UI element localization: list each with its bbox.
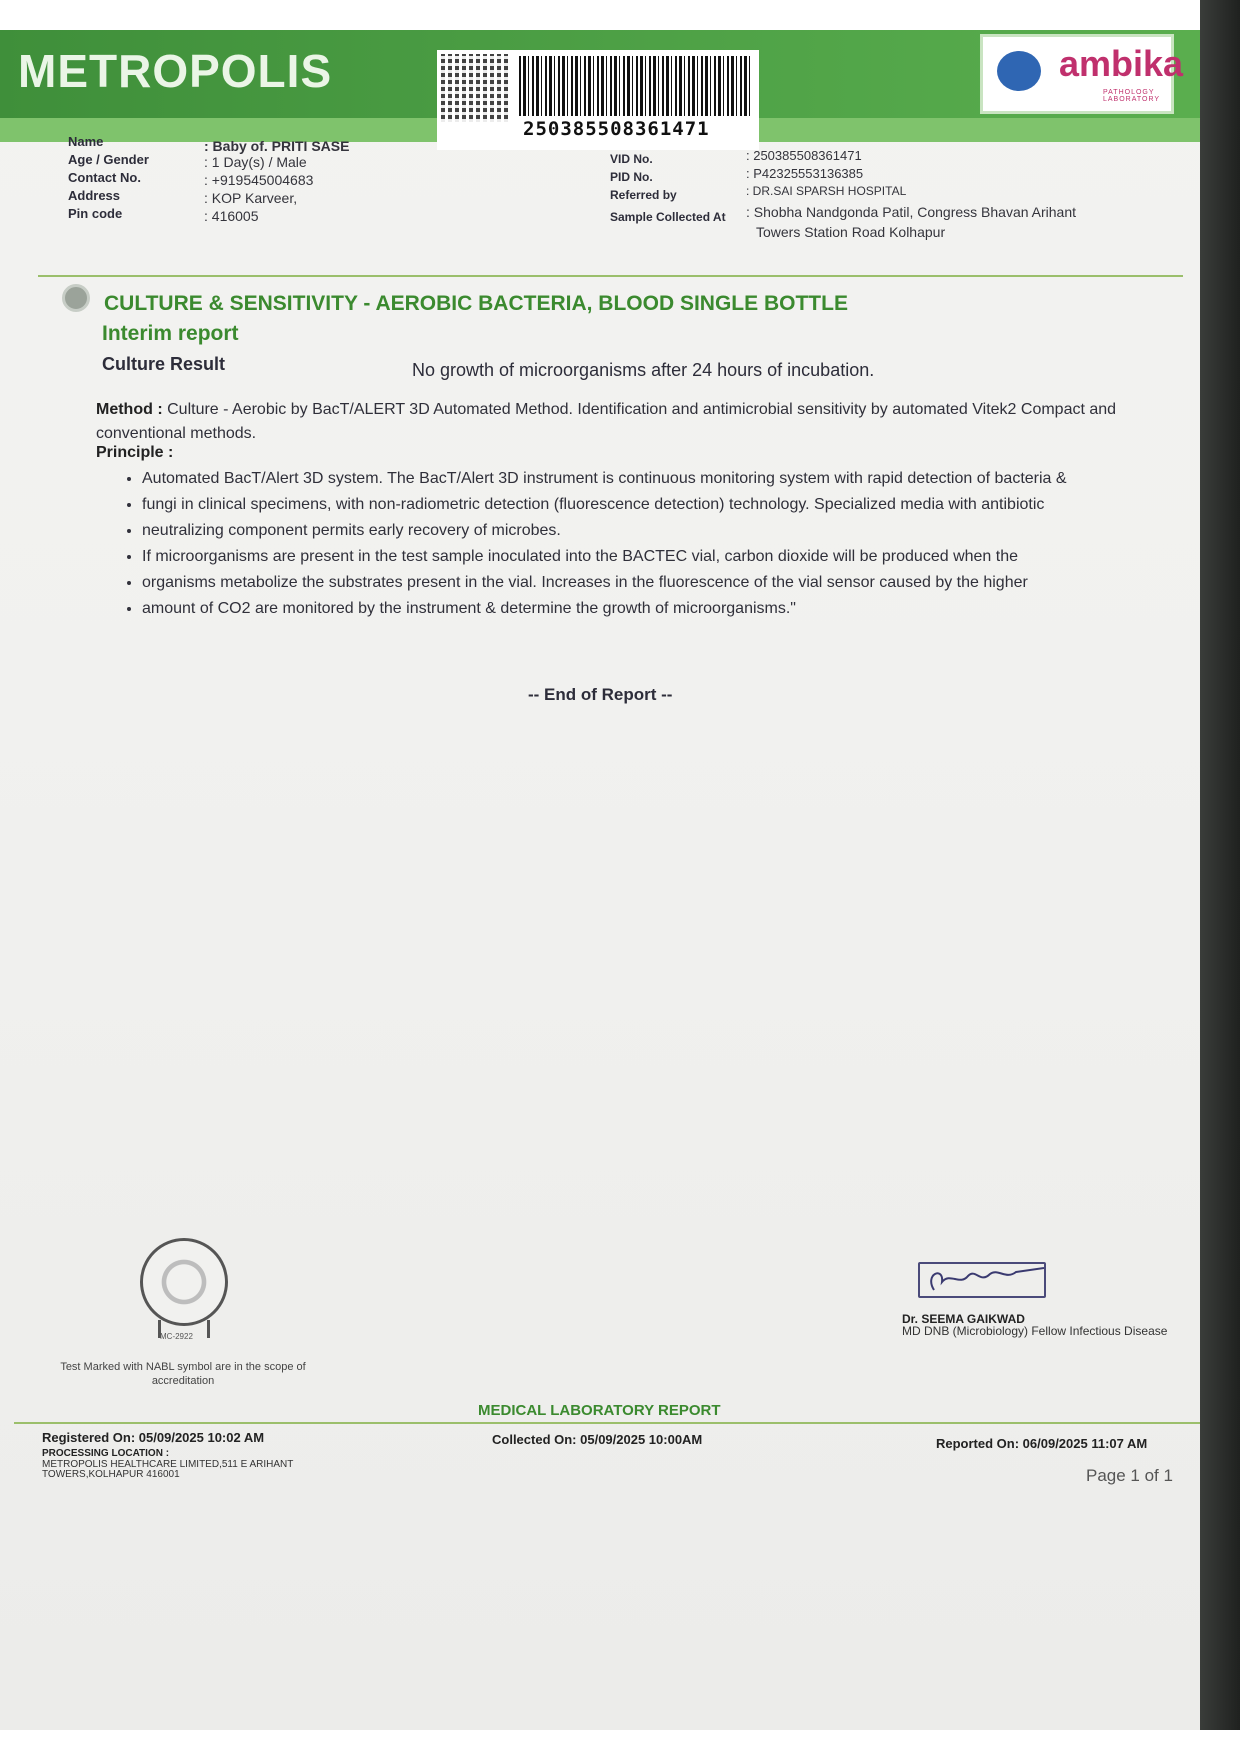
method-paragraph xyxy=(96,398,1136,446)
referred-by-value: : DR.SAI SPARSH HOSPITAL xyxy=(746,184,907,198)
collected-on: Collected On: 05/09/2025 10:00AM xyxy=(492,1432,703,1447)
patient-pincode: : 416005 xyxy=(204,208,259,224)
method-text: Culture - Aerobic by BacT/ALERT 3D Automated Method. Identification and antimicrobial sensitivity by automated Vitek2 Compact and conventional methods. xyxy=(96,401,1117,442)
page-number: Page 1 of 1 xyxy=(1086,1466,1173,1485)
barcode-panel xyxy=(437,50,759,150)
sample-collected-line2: Towers Station Road Kolhapur xyxy=(756,224,946,240)
culture-result-label: Culture Result xyxy=(102,354,226,374)
registered-on: Registered On: 05/09/2025 10:02 AM xyxy=(42,1430,265,1445)
test-title: CULTURE & SENSITIVITY - AEROBIC BACTERIA, BLOOD SINGLE BOTTLE xyxy=(104,292,848,315)
age-gender-label: Age / Gender xyxy=(68,152,149,167)
name-label: Name xyxy=(68,134,104,149)
dark-background-edge xyxy=(1200,0,1240,1755)
signature-icon xyxy=(918,1262,1046,1298)
processing-location-label: PROCESSING LOCATION : xyxy=(42,1448,170,1459)
list-item: • fungi in clinical specimens, with non-radiometric detection (fluorescence detection) technology. Specialized media with antibiotic xyxy=(142,494,1162,516)
nabl-note: Test Marked with NABL symbol are in the scope of accreditation xyxy=(60,1361,306,1387)
partner-subtitle: PATHOLOGY LABORATORY xyxy=(1103,89,1161,103)
report-sheet xyxy=(0,30,1200,1730)
processing-location-value: METROPOLIS HEALTHCARE LIMITED,511 E ARIHANT TOWERS,KOLHAPUR 416001 xyxy=(42,1459,294,1480)
footer-divider xyxy=(14,1422,1200,1424)
partner-emblem-icon xyxy=(997,51,1041,91)
method-label: Method : xyxy=(96,401,163,418)
barcode-icon xyxy=(519,56,751,116)
nabl-seal-icon xyxy=(140,1238,228,1326)
sample-collected-line1: : Shobha Nandgonda Patil, Congress Bhavan Arihant xyxy=(746,204,1077,220)
section-divider xyxy=(38,275,1183,277)
doctor-name: Dr. SEEMA GAIKWAD xyxy=(902,1312,1025,1326)
footer-title: MEDICAL LABORATORY REPORT xyxy=(478,1402,721,1419)
qr-code-icon xyxy=(441,54,509,122)
sample-collected-label: Sample Collected At xyxy=(610,210,726,224)
test-icon xyxy=(62,284,90,312)
brand-logo: METROPOLIS xyxy=(18,45,333,97)
culture-result-value: No growth of microorganisms after 24 hours of incubation. xyxy=(412,360,875,380)
partner-name: ambika xyxy=(1059,43,1184,84)
bottom-margin xyxy=(0,1730,1240,1755)
top-margin xyxy=(0,0,1240,30)
reported-on: Reported On: 06/09/2025 11:07 AM xyxy=(936,1436,1148,1451)
partner-logo xyxy=(980,34,1184,114)
pid-number: : P42325553136385 xyxy=(746,166,864,181)
patient-contact: : +919545004683 xyxy=(204,172,314,188)
referred-by-label: Referred by xyxy=(610,188,677,202)
pincode-label: Pin code xyxy=(68,206,123,221)
principle-list xyxy=(114,468,1162,624)
barcode-number: 250385508361471 xyxy=(523,118,710,140)
report-status: Interim report xyxy=(102,322,239,345)
pid-label: PID No. xyxy=(610,170,653,184)
patient-name: : Baby of. PRITI SASE xyxy=(204,138,350,154)
vid-number: : 250385508361471 xyxy=(746,148,862,163)
list-item: • neutralizing component permits early recovery of microbes. xyxy=(142,520,1162,542)
list-item: • organisms metabolize the substrates present in the vial. Increases in the fluorescence of the vial sensor caused by the higher xyxy=(142,572,1162,594)
vid-label: VID No. xyxy=(610,152,653,166)
address-label: Address xyxy=(68,188,121,203)
list-item: • If microorganisms are present in the test sample inoculated into the BACTEC vial, carbon dioxide will be produced when the xyxy=(142,546,1162,568)
end-of-report: -- End of Report -- xyxy=(528,685,673,704)
list-item: • amount of CO2 are monitored by the instrument & determine the growth of microorganisms." xyxy=(142,598,1162,620)
doctor-qualification: MD DNB (Microbiology) Fellow Infectious Disease xyxy=(902,1324,1168,1338)
list-item: • Automated BacT/Alert 3D system. The BacT/Alert 3D instrument is continuous monitoring system with rapid detection of bacteria & xyxy=(142,468,1162,490)
patient-age-gender: : 1 Day(s) / Male xyxy=(204,154,307,170)
patient-address: : KOP Karveer, xyxy=(204,190,298,206)
report-header xyxy=(0,30,1200,142)
principle-label: Principle : xyxy=(96,444,174,461)
nabl-code: MC-2922 xyxy=(160,1332,193,1341)
contact-label: Contact No. xyxy=(68,170,141,185)
